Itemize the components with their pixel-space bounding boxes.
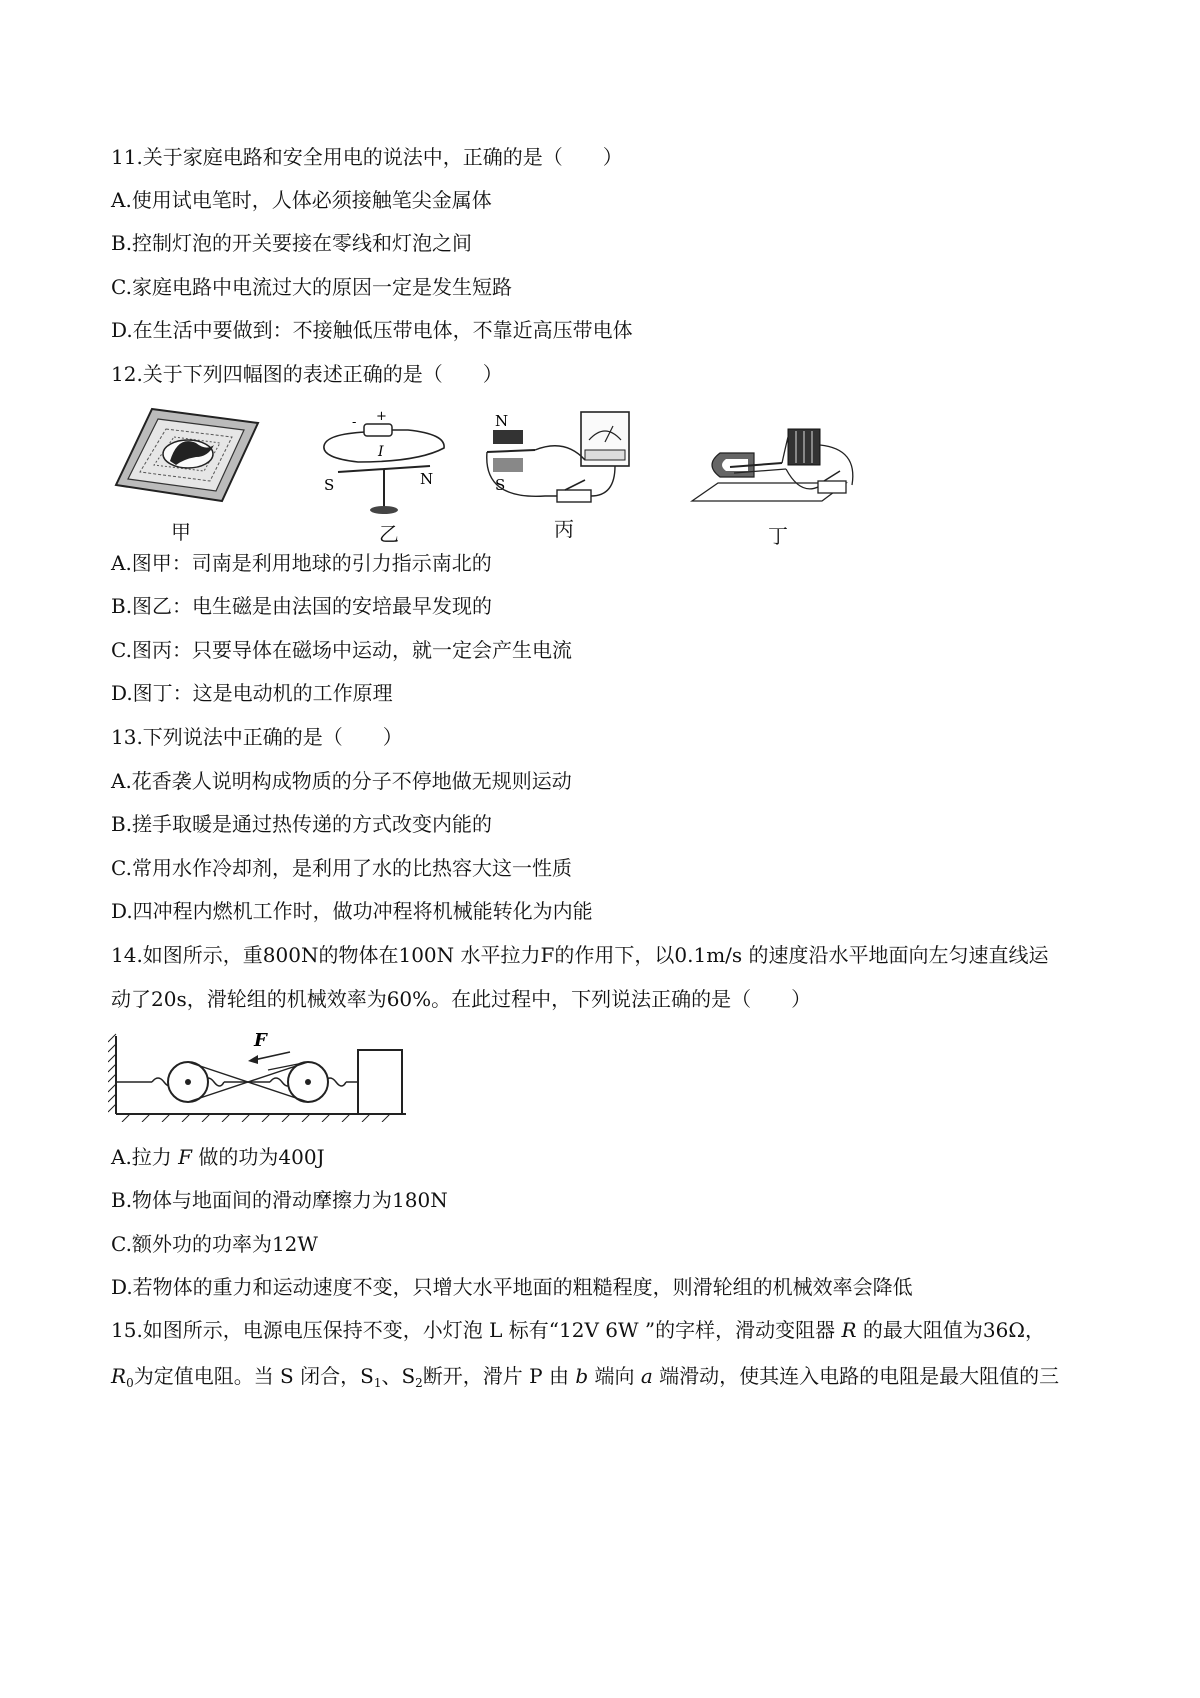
needle-n-label: N <box>420 470 434 488</box>
q12-option-a: A.图甲：司南是利用地球的引力指示南北的 <box>111 551 492 575</box>
question-11-stem: 11.关于家庭电路和安全用电的说法中，正确的是（ ） <box>111 145 623 169</box>
battery-plus-label: + <box>376 410 387 424</box>
q12-option-d: D.图丁：这是电动机的工作原理 <box>111 681 393 705</box>
q13-option-c: C.常用水作冷却剂，是利用了水的比热容大这一性质 <box>111 856 572 880</box>
question-13-stem: 13.下列说法中正确的是（ ） <box>111 725 403 749</box>
q13-option-a: A.花香袭人说明构成物质的分子不停地做无规则运动 <box>111 769 572 793</box>
q12-option-b: B.图乙：电生磁是由法国的安培最早发现的 <box>111 594 493 618</box>
q11-option-b: B.控制灯泡的开关要接在零线和灯泡之间 <box>111 231 473 255</box>
question-14-stem-line1: 14.如图所示，重800N的物体在100N 水平拉力F的作用下，以0.1m/s 的速度沿水平地面向左匀速直线运 <box>111 943 1049 967</box>
q11-option-d: D.在生活中要做到：不接触低压带电体，不靠近高压带电体 <box>111 318 633 342</box>
figure-label-bing: 丙 <box>554 517 574 541</box>
q11-option-a: A.使用试电笔时，人体必须接触笔尖金属体 <box>111 188 492 212</box>
question-14-stem-line2: 动了20s，滑轮组的机械效率为60%。在此过程中，下列说法正确的是（ ） <box>111 987 812 1011</box>
figure-label-yi: 乙 <box>379 522 399 546</box>
figure-label-jia: 甲 <box>171 520 191 544</box>
q14-option-a: A.拉力 F 做的功为400J <box>111 1145 325 1169</box>
magnet-s-label: S <box>495 476 506 494</box>
pulley-system-icon <box>108 1030 438 1122</box>
induction-experiment-icon <box>485 410 635 510</box>
battery-minus-label: - <box>352 415 357 430</box>
figure-label-ding: 丁 <box>768 524 788 548</box>
q12-option-c: C.图丙：只要导体在磁场中运动，就一定会产生电流 <box>111 638 572 662</box>
current-label: I <box>378 444 384 460</box>
question-12-stem: 12.关于下列四幅图的表述正确的是（ ） <box>111 362 503 386</box>
q14-option-c: C.额外功的功率为12W <box>111 1232 318 1256</box>
q11-option-c: C.家庭电路中电流过大的原因一定是发生短路 <box>111 275 512 299</box>
oersted-experiment-icon <box>318 410 448 520</box>
magnet-n-label: N <box>495 412 509 430</box>
question-15-line2: $R_0$为定值电阻。当 S 闭合，$S_1$、$S_2$断开，滑片 P 由 b 端向 a 端滑动，使其连入电路的电阻是最大阻值的三 <box>111 1364 1060 1390</box>
compass-sinan-icon <box>112 405 260 505</box>
q14-option-b: B.物体与地面间的滑动摩擦力为180N <box>111 1188 448 1212</box>
q14-option-d: D.若物体的重力和运动速度不变，只增大水平地面的粗糙程度，则滑轮组的机械效率会降低 <box>111 1275 913 1299</box>
q13-option-d: D.四冲程内燃机工作时，做功冲程将机械能转化为内能 <box>111 899 593 923</box>
q13-option-b: B.搓手取暖是通过热传递的方式改变内能的 <box>111 812 493 836</box>
motor-principle-icon <box>690 425 860 515</box>
needle-s-label: S <box>324 476 335 494</box>
question-15-line1: 15.如图所示，电源电压保持不变，小灯泡 L 标有“12V 6W ”的字样，滑动变阻器 R 的最大阻值为36Ω， <box>111 1318 1045 1342</box>
force-f-label: F <box>254 1030 267 1051</box>
